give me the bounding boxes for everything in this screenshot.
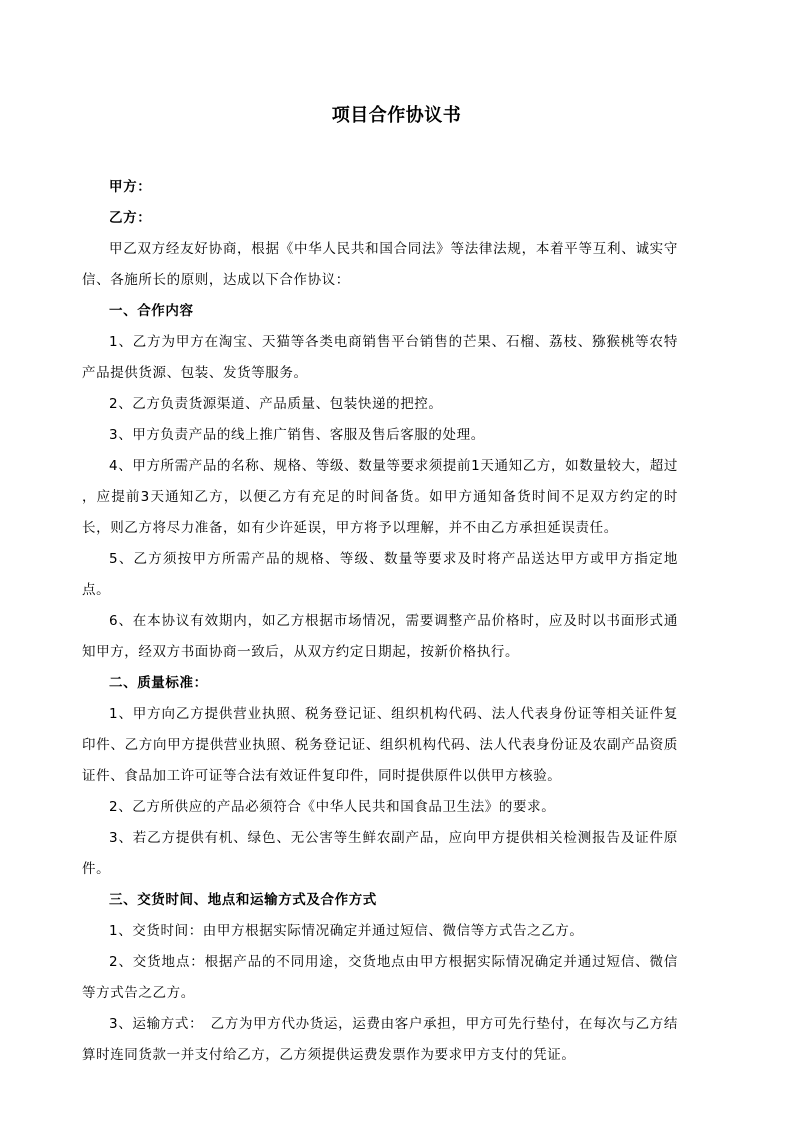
clause-1-4: 4、甲方所需产品的名称、规格、等级、数量等要求须提前1天通知乙方，如数量较大，超过 ，应提前3天通知乙方，以便乙方有充足的时间备货。如甲方通知备货时间不足双方约定的时长，则乙方将尽力准备，如有少许延误，甲方将予以理解，并不由乙方承担延误责任。: [82, 458, 707, 536]
section-heading-delivery: 三、交货时间、地点和运输方式及合作方式: [109, 892, 377, 908]
clause-3-1: 1、交货时间：由甲方根据实际情况确定并通过短信、微信等方式告之乙方。: [109, 923, 584, 939]
intro-paragraph: 甲乙双方经友好协商，根据《中华人民共和国合同法》等法律法规，本着平等互利、诚实守信、各施所长的原则，达成以下合作协议：: [82, 241, 678, 288]
clause-2-2: 2、乙方所供应的产品必须符合《中华人民共和国食品卫生法》的要求。: [109, 799, 556, 815]
clause-3-2: 2、交货地点：根据产品的不同用途，交货地点由甲方根据实际情况确定并通过短信、微信等方式告之乙方。: [82, 954, 678, 1001]
clause-2-1: 1、甲方向乙方提供营业执照、税务登记证、组织机构代码、法人代表身份证等相关证件复印件、乙方向甲方提供营业执照、税务登记证、组织机构代码、法人代表身份证及农副产品资质证件、食品加工许可证等合法有效证件复印件，同时提供原件以供甲方核验。: [82, 706, 678, 784]
section-heading-cooperation: 一、合作内容: [109, 303, 194, 319]
section-heading-quality: 二、质量标准：: [109, 675, 208, 691]
document-body: [82, 172, 707, 1071]
clause-1-1: 1、乙方为甲方在淘宝、天猫等各类电商销售平台销售的芒果、石榴、荔枝、猕猴桃等农特产品提供货源、包装、发货等服务。: [82, 334, 678, 381]
party-a-label: 甲方：: [109, 179, 152, 195]
party-b-label: 乙方：: [109, 210, 152, 226]
clause-1-2: 2、乙方负责货源渠道、产品质量、包装快递的把控。: [109, 396, 443, 412]
clause-3-3: 3、运输方式： 乙方为甲方代办货运，运费由客户承担，甲方可先行垫付，在每次与乙方结算时连同货款一并支付给乙方，乙方须提供运费发票作为要求甲方支付的凭证。: [82, 1016, 678, 1063]
document-title: 项目合作协议书: [331, 105, 462, 126]
clause-1-3: 3、甲方负责产品的线上推广销售、客服及售后客服的处理。: [109, 427, 485, 443]
clause-1-5: 5、乙方须按甲方所需产品的规格、等级、数量等要求及时将产品送达甲方或甲方指定地点。: [82, 551, 678, 598]
clause-1-6: 6、在本协议有效期内，如乙方根据市场情况，需要调整产品价格时，应及时以书面形式通知甲方，经双方书面协商一致后，从双方约定日期起，按新价格执行。: [82, 613, 678, 660]
clause-2-3: 3、若乙方提供有机、绿色、无公害等生鲜农副产品，应向甲方提供相关检测报告及证件原件。: [82, 830, 678, 877]
